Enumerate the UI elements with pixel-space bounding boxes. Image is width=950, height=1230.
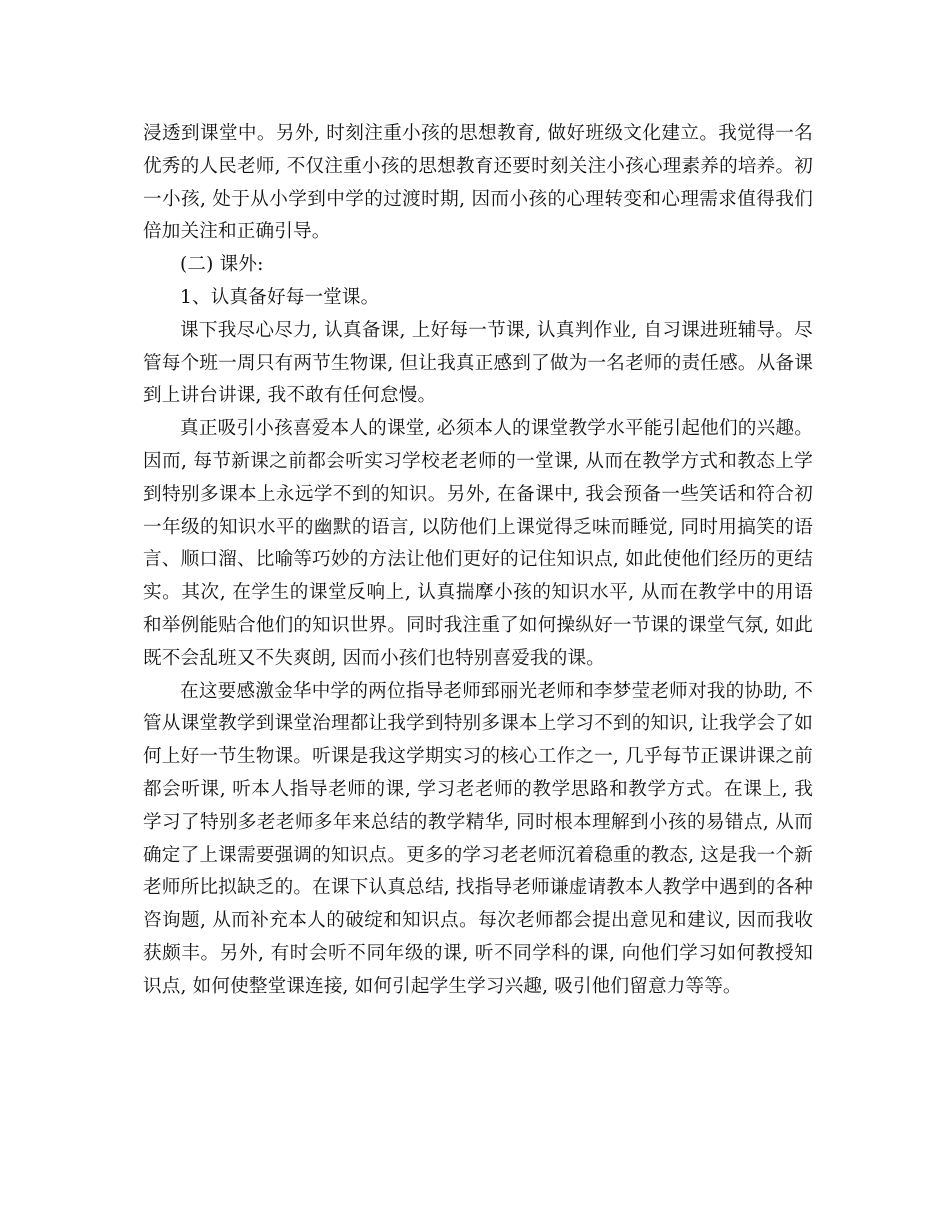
document-body <box>143 118 813 1004</box>
paragraph-lesson-preparation: 课下我尽心尽力, 认真备课, 上好每一节课, 认真判作业, 自习课进班辅导。尽管每个班一周只有两节生物课, 但让我真正感到了做为一名老师的责任感。从备课到上讲台讲课, 我不敢有任何怠慢。 <box>143 319 813 407</box>
section-heading-extracurricular: (二) 课外: <box>180 254 264 276</box>
paragraph-attract-students: 真正吸引小孩喜爱本人的课堂, 必须本人的课堂教学水平能引起他们的兴趣。因而, 每节新课之前都会听实习学校老老师的一堂课, 从而在教学方式和教态上学到特别多课本上永远学不到的知识。另外, 在备课中, 我会预备一些笑话和符合初一年级的知识水平的幽默的语言, 以防他们上课觉得乏味而睡觉, 同时用搞笑的语言、顺口溜、比喻等巧妙的方法让他们更好的记住知识点, 如此使他们经历的更结实。其次, 在学生的课堂反响上, 认真揣摩小孩的知识水平, 从而在教学中的用语和举例能贴合他们的知识世界。同时我注重了如何操纵好一节课的课堂气氛, 如此既不会乱班又不失爽朗, 因而小孩们也特别喜爱我的课。 <box>143 418 813 669</box>
paragraph-continuation: 浸透到课堂中。另外, 时刻注重小孩的思想教育, 做好班级文化建立。我觉得一名优秀的人民老师, 不仅注重小孩的思想教育还要时刻关注小孩心理素养的培养。初一小孩, 处于从小学到中学的过渡时期, 因而小孩的心理转变和心理需求值得我们倍加关注和正确引导。 <box>143 123 813 243</box>
paragraph-thanks-mentors: 在这要感激金华中学的两位指导老师郅丽光老师和李梦莹老师对我的协助, 不管从课堂教学到课堂治理都让我学到特别多课本上学习不到的知识, 让我学会了如何上好一节生物课。听课是我这学期实习的核心工作之一, 几乎每节正课讲课之前都会听课, 听本人指导老师的课, 学习老老师的教学思路和教学方式。在课上, 我学习了特别多老老师多年来总结的教学精华, 同时根本理解到小孩的易错点, 从而确定了上课需要强调的知识点。更多的学习老老师沉着稳重的教态, 这是我一个新老师所比拟缺乏的。在课下认真总结, 找指导老师谦虚请教本人教学中遇到的各种咨询题, 从而补充本人的破绽和知识点。每次老师都会提出意见和建议, 因而我收获颇丰。另外, 有时会听不同年级的课, 听不同学科的课, 向他们学习如何教授知识点, 如何使整堂课连接, 如何引起学生学习兴趣, 吸引他们留意力等等。 <box>143 680 813 997</box>
item-heading-prepare-lessons: 1、认真备好每一堂课。 <box>180 286 380 308</box>
